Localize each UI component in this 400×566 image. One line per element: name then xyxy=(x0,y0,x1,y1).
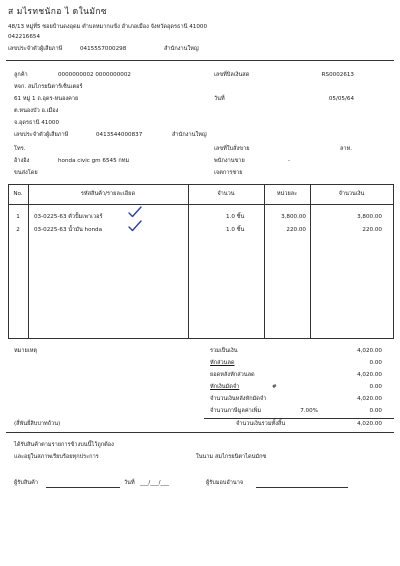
customer-taxid-value: 0413544000837 xyxy=(96,132,143,138)
customer-branch: สำนักงานใหญ่ xyxy=(172,132,207,138)
table-col-divider xyxy=(28,184,29,338)
vat-value: 0.00 xyxy=(369,408,382,414)
discount-value: 0.00 xyxy=(369,360,382,366)
remark-label: หมายเหตุ xyxy=(14,348,38,354)
table-col-divider xyxy=(310,184,311,338)
row-2-quantity: 1.0 ชิ้น xyxy=(226,227,245,233)
company-phone: 042216654 xyxy=(8,34,41,40)
after-deposit-value: 4,020.00 xyxy=(357,396,382,402)
doc-number-value: RS0002613 xyxy=(321,72,354,78)
due-label: เจตการชาย xyxy=(214,170,243,176)
salesman-value: - xyxy=(288,158,291,164)
company-taxid-label: เลขประจำตัวผู้เสียภาษี xyxy=(8,46,63,52)
table-col-divider xyxy=(264,184,265,338)
company-name: ส มไรทชนักอ ไ ดในมักซ xyxy=(8,7,108,17)
table-col-divider xyxy=(188,184,189,338)
credit-label: ลาท. xyxy=(340,146,353,152)
divider xyxy=(6,60,394,61)
salesman-label: พนักงานขาย xyxy=(214,158,245,164)
row-1-no: 1 xyxy=(16,214,20,220)
row-1-description: 03-0225-63 ตัวปั้มเพาเวอร์ xyxy=(34,214,103,220)
col-header-no: No. xyxy=(13,191,23,197)
after-deposit-label: จำนวนเงินหลังหักมัดจำ xyxy=(210,396,267,402)
table-bottom-border xyxy=(8,338,394,339)
authorized-label: ผู้รับมอบอำนาจ xyxy=(206,480,244,486)
deposit-value: 0.00 xyxy=(369,384,382,390)
table-border-left xyxy=(8,184,9,338)
customer-address-2: ต.หนองบัว อ.เมือง xyxy=(14,108,59,114)
deposit-ref: # xyxy=(272,384,277,390)
receiver-label: ผู้รับสินค้า xyxy=(14,480,38,486)
row-2-amount: 220.00 xyxy=(362,227,382,233)
row-1-amount: 3,800.00 xyxy=(357,214,382,220)
amount-in-words: (สี่พันยี่สิบบาทถ้วน) xyxy=(14,421,61,427)
row-2-description: 03-0225-63 น้ำมัน honda xyxy=(34,227,103,233)
col-header-amount: จำนวนเงิน xyxy=(338,191,365,197)
col-header-unit-price: หน่วยละ xyxy=(276,191,298,197)
grand-total-label: จำนวนเงินรวมทั้งสิ้น xyxy=(236,421,286,427)
authorized-signature-line[interactable] xyxy=(256,487,348,488)
tel-label: โทร. xyxy=(14,146,26,152)
reference-value: honda civic gm 6545 กทม xyxy=(58,158,130,164)
company-address: 48/13 หมู่ที่5 ซอยบ้านดงอุดม ตำบลหมากแข้ง อำเภอเมือง จังหวัดอุดรธานี 41000 xyxy=(8,24,208,30)
date-label: วันที่ xyxy=(214,96,225,102)
on-behalf-of: ในนาม สมไกรยนิตาไดนมักซ xyxy=(196,454,267,460)
customer-address-1: 61 หมู่ 1 ถ.อุดร-หนองคาย xyxy=(14,96,79,102)
table-top-border xyxy=(8,184,394,185)
receiver-date-blank[interactable]: ___/___/___ xyxy=(140,480,169,486)
customer-code-values: 0000000002 0000000002 xyxy=(58,72,131,78)
receiver-signature-line[interactable] xyxy=(46,487,120,488)
col-header-quantity: จำนวน xyxy=(217,191,235,197)
row-2-no: 2 xyxy=(16,227,20,233)
row-1-quantity: 1.0 ชิ้น xyxy=(226,214,245,220)
date-value: 05/05/64 xyxy=(328,96,354,102)
customer-code-label: ลูกค้า xyxy=(14,72,28,78)
received-statement-1: ได้รับสินค้าตามรายการข้างบนนี้ไว้ถูกต้อง xyxy=(14,442,114,448)
received-statement-2: และอยู่ในสภาพเรียบร้อยทุกประการ xyxy=(14,454,99,460)
row-2-unit-price: 220.00 xyxy=(286,227,306,233)
shipping-label: ขนส่งโดย xyxy=(14,170,38,176)
doc-number-label: เลขที่บิลเงินสด xyxy=(214,72,250,78)
total-label: รวมเป็นเงิน xyxy=(210,348,238,354)
customer-taxid-label: เลขประจำตัวผู้เสียภาษี xyxy=(14,132,69,138)
customer-name: หจก. สมไกรยนิตาร์เซ็นเตอร์ xyxy=(14,84,83,90)
col-header-description: รหัสสินค้า/รายละเอียด xyxy=(80,191,136,197)
grand-total-divider xyxy=(204,418,394,419)
vat-label: จำนวนภาษีมูลค่าเพิ่ม xyxy=(210,408,262,414)
checkmark-icon xyxy=(128,220,142,232)
receiver-date-label: วันที่ xyxy=(124,480,135,486)
sales-order-label: เลขที่ใบสั่งขาย xyxy=(214,146,250,152)
discount-label: หักส่วนลด xyxy=(210,360,235,366)
vat-rate: 7.00% xyxy=(300,408,318,414)
table-border-right xyxy=(393,184,394,338)
deposit-label: หักเงินมัดจำ xyxy=(210,384,240,390)
row-1-unit-price: 3,800.00 xyxy=(281,214,306,220)
table-header-border xyxy=(8,204,394,205)
grand-total-value: 4,020.00 xyxy=(357,421,382,427)
checkmark-icon xyxy=(128,206,142,218)
company-branch: สำนักงานใหญ่ xyxy=(164,46,199,52)
customer-address-3: จ.อุดรธานี 41000 xyxy=(14,120,60,126)
divider xyxy=(6,432,394,433)
company-taxid-value: 0415557000298 xyxy=(80,46,127,52)
after-discount-value: 4,020.00 xyxy=(357,372,382,378)
reference-label: อ้างอิง xyxy=(14,158,30,164)
total-value: 4,020.00 xyxy=(357,348,382,354)
after-discount-label: ยอดหลังหักส่วนลด xyxy=(210,372,255,378)
